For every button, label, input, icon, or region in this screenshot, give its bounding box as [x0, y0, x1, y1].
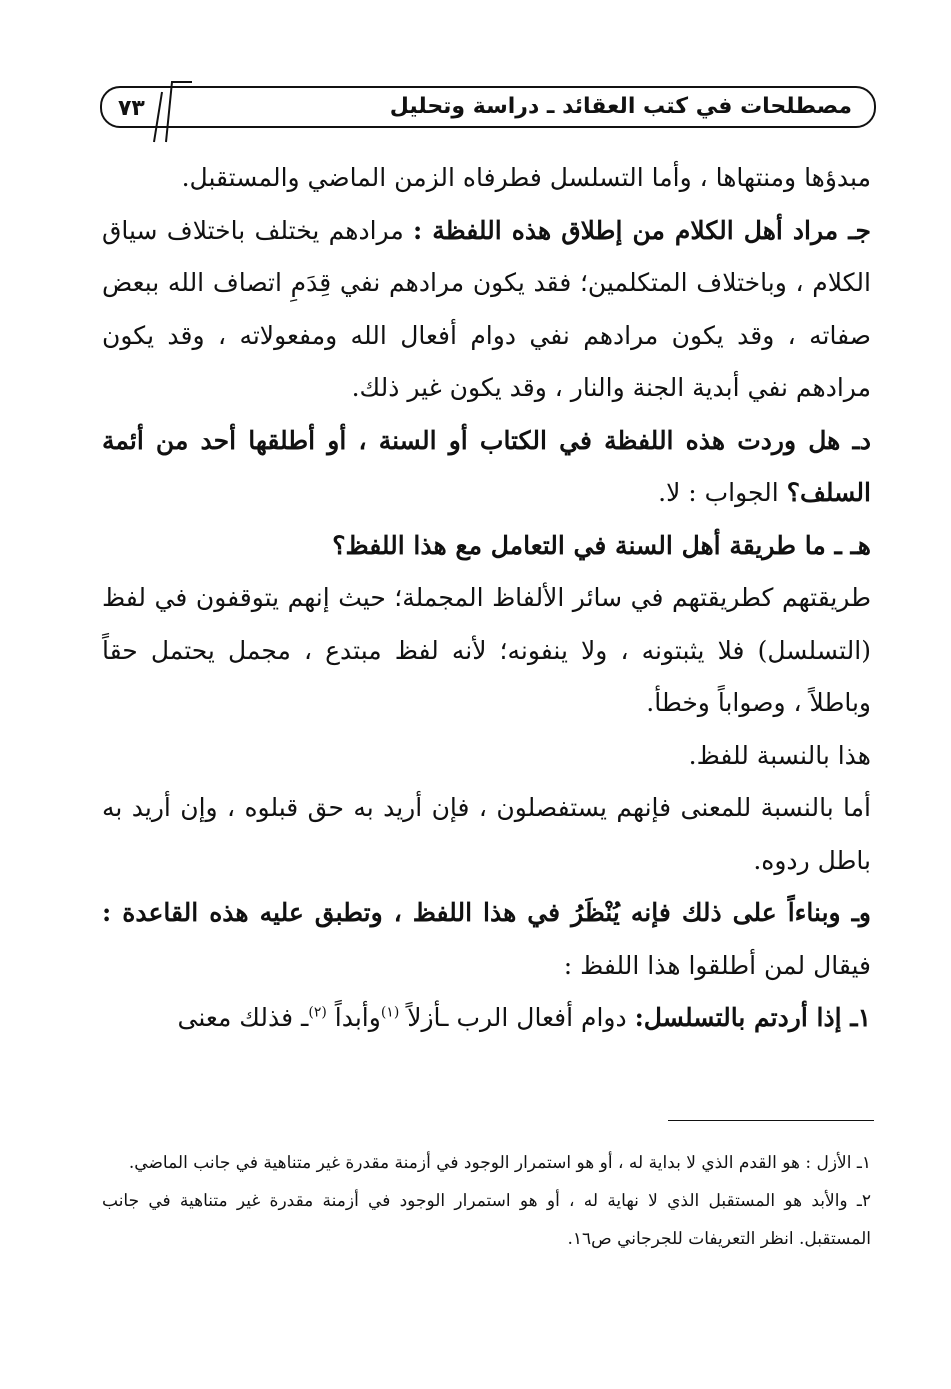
- footnote-1: ١ـ الأزل : هو القدم الذي لا بداية له ، أو هو استمرار الوجود في أزمنة مقدرة غير متناهية في جانب الماضي.: [128, 1153, 871, 1173]
- point-1-text-a: دوام أفعال الرب ـأزلاً: [399, 1003, 635, 1032]
- point-1-text-b: وأبداً: [326, 1003, 381, 1032]
- page-number-tab-icon: [150, 78, 194, 144]
- section-d: [102, 415, 871, 520]
- section-f-heading: وـ وبناءاً على ذلك فإنه يُنْظَرُ في هذا اللفظ ، وتطبق عليه هذه القاعدة :: [102, 898, 871, 927]
- section-d-text: الجواب : لا.: [658, 478, 787, 507]
- running-header: [100, 86, 876, 128]
- paragraph-lafz: هذا بالنسبة للفظ.: [688, 740, 871, 770]
- paragraph-continuation: مبدؤها ومنتهاها ، وأما التسلسل فطرفاه الزمن الماضي والمستقبل.: [181, 163, 871, 192]
- section-f-text: فيقال لمن أطلقوا هذا اللفظ :: [563, 950, 871, 980]
- section-e-text: طريقتهم كطريقتهم في سائر الألفاظ المجملة؛ حيث إنهم يتوقفون في لفظ (التسلسل) فلا يثبتونه ، ولا ينفونه؛ لأنه لفظ مبتدع ، مجمل يحتمل حقاً وباطلاً ، وصواباً وخطأ.: [102, 583, 871, 717]
- section-c-heading: جـ مراد أهل الكلام من إطلاق هذه اللفظة :: [413, 215, 871, 245]
- footnote-ref-1[interactable]: (١): [380, 1004, 400, 1021]
- section-e-heading: هـ ـ ما طريقة أهل السنة في التعامل مع هذا اللفظ؟: [332, 530, 871, 560]
- section-d-heading: دـ هل وردت هذه اللفظة في الكتاب أو السنة ، أو أطلقها أحد من أئمة السلف؟: [102, 425, 871, 507]
- footnote-2: ٢ـ والأبد هو المستقبل الذي لا نهاية له ، أو هو استمرار الوجود في أزمنة مقدرة غير متناهية في جانب المستقبل. انظر التعريفات للجرجاني ص١٦.: [102, 1191, 871, 1249]
- section-c-text: مرادهم يختلف باختلاف سياق الكلام ، وباختلاف المتكلمين؛ فقد يكون مرادهم نفي قِدَمِ اتصاف الله ببعض صفاته ، وقد يكون مرادهم نفي دوام أفعال الله ومفعولاته ، وقد يكون مرادهم نفي أبدية الجنة والنار ، وقد يكون غير ذلك.: [102, 215, 871, 402]
- main-text: [102, 152, 871, 1045]
- footnote-ref-2[interactable]: (٢): [308, 1004, 327, 1021]
- paragraph-mana: أما بالنسبة للمعنى فإنهم يستفصلون ، فإن أريد به حق قبلوه ، وإن أريد به باطل ردوه.: [102, 793, 871, 875]
- point-1-text-c: ـ فذلك معنى: [177, 1003, 309, 1032]
- section-f: [102, 887, 871, 992]
- point-1-heading: ١ـ إذا أردتم بالتسلسل:: [634, 1003, 871, 1032]
- page-number: ٧٣: [118, 96, 145, 121]
- header-title: مصطلحات في كتب العقائد ـ دراسة وتحليل: [389, 94, 852, 119]
- section-c: [102, 205, 871, 415]
- point-1: [102, 992, 871, 1045]
- footnote-divider: [668, 1120, 874, 1121]
- footnotes: [102, 1144, 871, 1258]
